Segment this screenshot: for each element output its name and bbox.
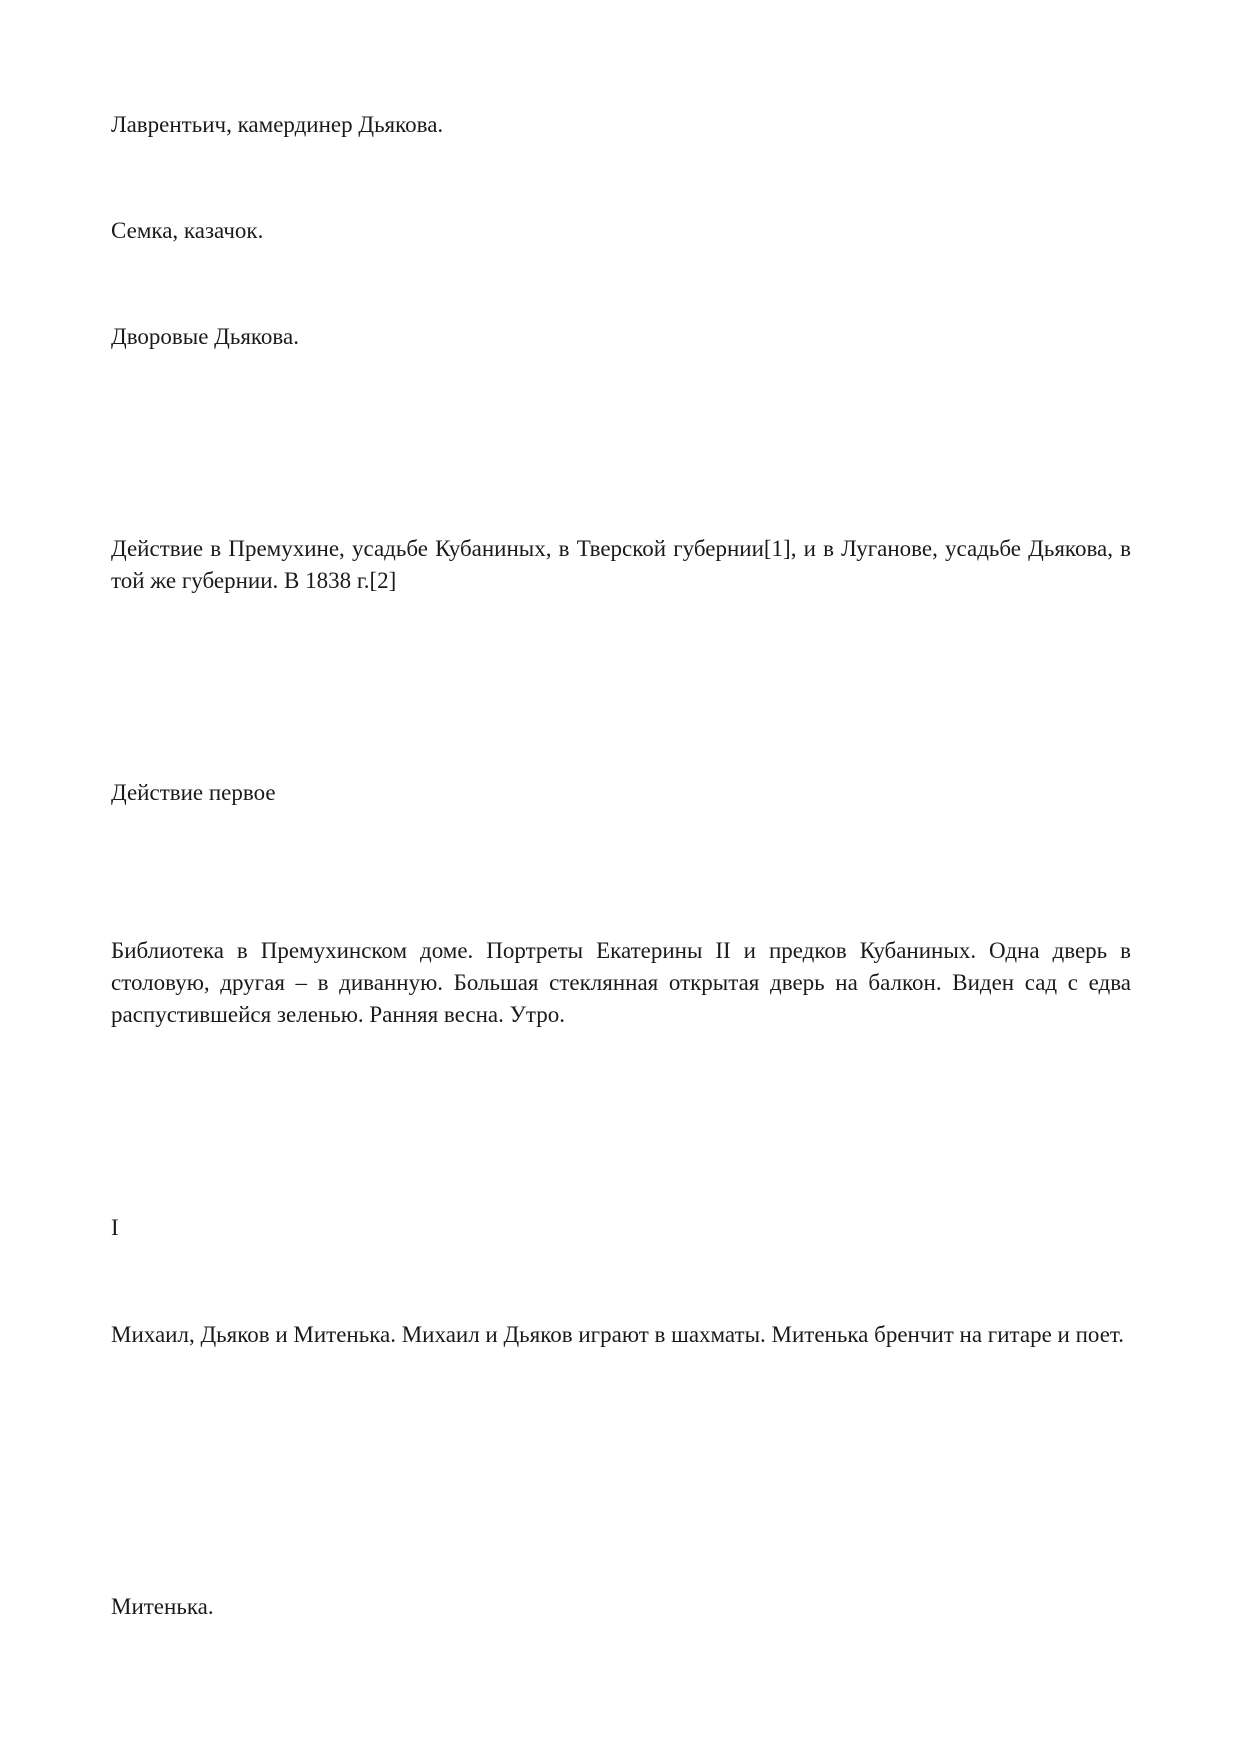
scene-number: I xyxy=(111,1215,119,1240)
character-semka: Семка, казачок. xyxy=(111,218,264,243)
speaker-name: Митенька. xyxy=(111,1594,214,1619)
act-heading: Действие первое xyxy=(111,780,276,805)
stage-direction-library: Библиотека в Премухинском доме. Портреты Екатерины II и предков Кубаниных. Одна дверь в столовую, другая – в диванную. Большая стеклянная открытая дверь на балкон. Виден сад с едва распустившейся зеленью. Ранняя весна. Утро. xyxy=(111,938,1131,1027)
character-household-servants: Дворовые Дьякова. xyxy=(111,324,299,349)
stage-direction-scene: Михаил, Дьяков и Митенька. Михаил и Дьяков играют в шахматы. Митенька бренчит на гитаре и поет. xyxy=(111,1322,1124,1347)
setting-note: Действие в Премухине, усадьбе Кубаниных, в Тверской губернии[1], и в Луганове, усадьбе Дьякова, в той же губернии. В 1838 г.[2] xyxy=(111,536,1131,593)
character-lavrentich: Лаврентьич, камердинер Дьякова. xyxy=(111,112,444,137)
